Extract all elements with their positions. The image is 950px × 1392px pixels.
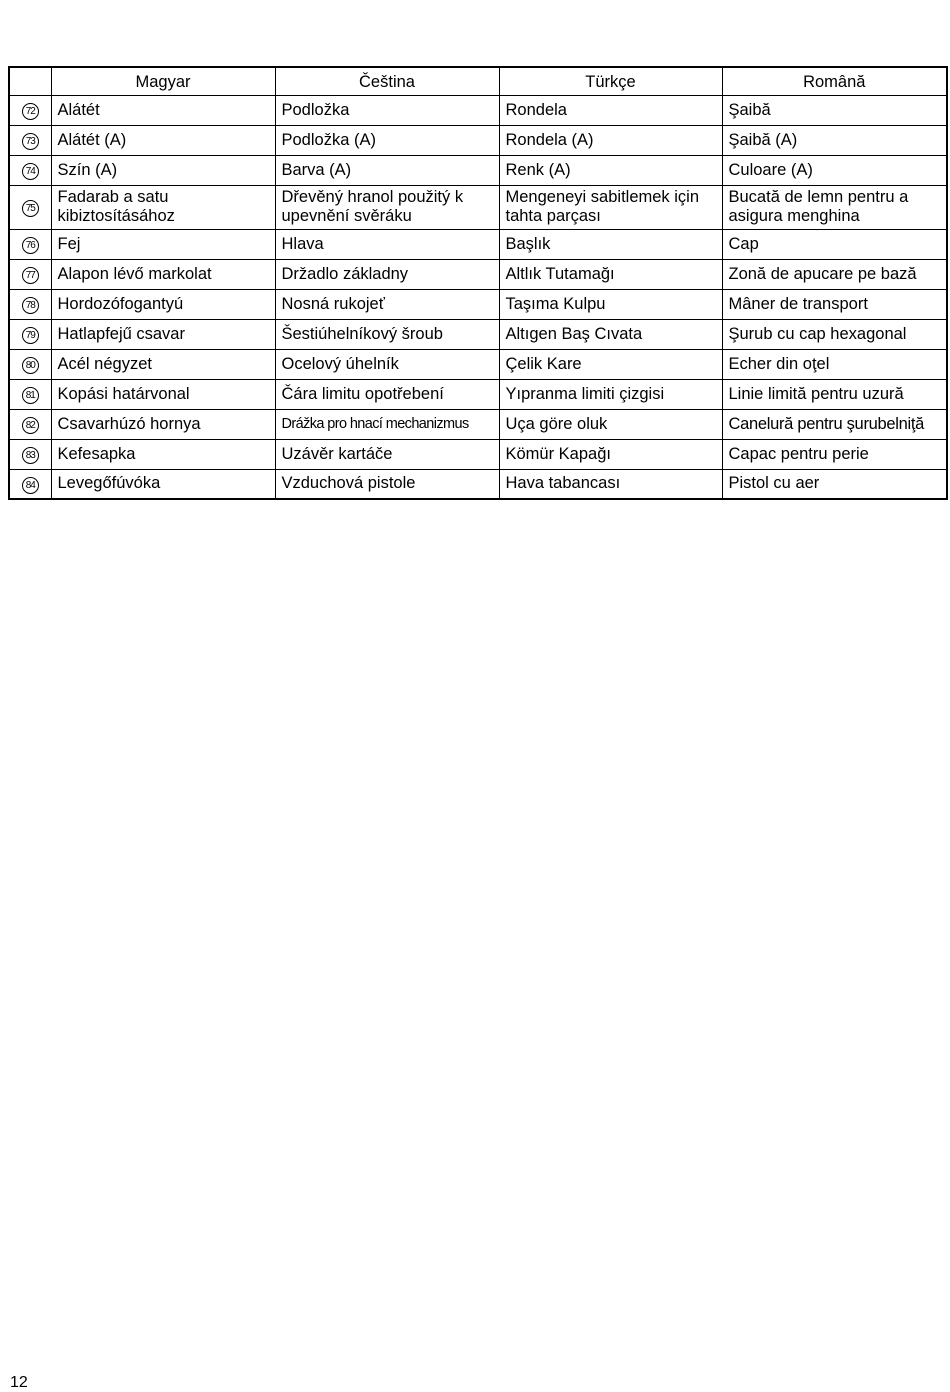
cell-magyar: Fej bbox=[51, 229, 275, 259]
cell-cestina: Hlava bbox=[275, 229, 499, 259]
page-number: 12 bbox=[10, 1374, 28, 1391]
cell-romana: Capac pentru perie bbox=[722, 439, 947, 469]
table-row bbox=[9, 259, 947, 289]
cell-turkce: Renk (A) bbox=[499, 155, 722, 185]
table-row bbox=[9, 125, 947, 155]
header-cestina: Čeština bbox=[275, 67, 499, 95]
cell-turkce: Rondela (A) bbox=[499, 125, 722, 155]
cell-cestina: Nosná rukojeť bbox=[275, 289, 499, 319]
table-row bbox=[9, 289, 947, 319]
cell-romana: Şaibă bbox=[722, 95, 947, 125]
cell-turkce: Taşıma Kulpu bbox=[499, 289, 722, 319]
row-number: 77 bbox=[9, 259, 51, 289]
cell-romana: Şurub cu cap hexagonal bbox=[722, 319, 947, 349]
cell-magyar: Alátét (A) bbox=[51, 125, 275, 155]
row-number: 80 bbox=[9, 349, 51, 379]
cell-magyar: Kefesapka bbox=[51, 439, 275, 469]
cell-cestina: Čára limitu opotřebení bbox=[275, 379, 499, 409]
cell-romana: Echer din oţel bbox=[722, 349, 947, 379]
cell-magyar: Alátét bbox=[51, 95, 275, 125]
cell-magyar: Hatlapfejű csavar bbox=[51, 319, 275, 349]
cell-cestina: Ocelový úhelník bbox=[275, 349, 499, 379]
cell-turkce: Yıpranma limiti çizgisi bbox=[499, 379, 722, 409]
cell-romana: Zonă de apucare pe bază bbox=[722, 259, 947, 289]
cell-cestina: Uzávěr kartáče bbox=[275, 439, 499, 469]
cell-cestina: Dřevěný hranol použitý k upevnění svěráku bbox=[275, 185, 499, 229]
cell-cestina: Vzduchová pistole bbox=[275, 469, 499, 499]
cell-turkce: Çelik Kare bbox=[499, 349, 722, 379]
row-number: 73 bbox=[9, 125, 51, 155]
table-row bbox=[9, 439, 947, 469]
cell-magyar: Fadarab a satu kibiztosításához bbox=[51, 185, 275, 229]
cell-romana: Pistol cu aer bbox=[722, 469, 947, 499]
row-number: 75 bbox=[9, 185, 51, 229]
row-number: 81 bbox=[9, 379, 51, 409]
table-row bbox=[9, 155, 947, 185]
cell-romana: Culoare (A) bbox=[722, 155, 947, 185]
cell-romana: Canelură pentru şurubelniţă bbox=[722, 409, 947, 439]
header-romana: Română bbox=[722, 67, 947, 95]
header-magyar: Magyar bbox=[51, 67, 275, 95]
table-row bbox=[9, 319, 947, 349]
cell-romana: Cap bbox=[722, 229, 947, 259]
cell-magyar: Kopási határvonal bbox=[51, 379, 275, 409]
cell-turkce: Hava tabancası bbox=[499, 469, 722, 499]
row-number: 82 bbox=[9, 409, 51, 439]
table-row bbox=[9, 349, 947, 379]
cell-romana: Bucată de lemn pentru a asigura menghina bbox=[722, 185, 947, 229]
cell-magyar: Alapon lévő markolat bbox=[51, 259, 275, 289]
table-row bbox=[9, 409, 947, 439]
cell-cestina: Drážka pro hnací mechanizmus bbox=[275, 409, 499, 439]
cell-cestina: Podložka (A) bbox=[275, 125, 499, 155]
cell-cestina: Podložka bbox=[275, 95, 499, 125]
cell-cestina: Držadlo základny bbox=[275, 259, 499, 289]
parts-table bbox=[8, 66, 948, 500]
row-number: 83 bbox=[9, 439, 51, 469]
table-row bbox=[9, 379, 947, 409]
cell-magyar: Hordozófogantyú bbox=[51, 289, 275, 319]
cell-turkce: Mengeneyi sabitlemek için tahta parçası bbox=[499, 185, 722, 229]
cell-romana: Şaibă (A) bbox=[722, 125, 947, 155]
cell-turkce: Başlık bbox=[499, 229, 722, 259]
cell-cestina: Šestiúhelníkový šroub bbox=[275, 319, 499, 349]
cell-turkce: Altlık Tutamağı bbox=[499, 259, 722, 289]
cell-turkce: Uça göre oluk bbox=[499, 409, 722, 439]
header-turkce: Türkçe bbox=[499, 67, 722, 95]
table-row bbox=[9, 469, 947, 499]
table-row bbox=[9, 229, 947, 259]
table-row bbox=[9, 95, 947, 125]
row-number: 78 bbox=[9, 289, 51, 319]
row-number: 79 bbox=[9, 319, 51, 349]
table-header-row bbox=[9, 67, 947, 95]
header-number-column bbox=[9, 67, 51, 95]
row-number: 76 bbox=[9, 229, 51, 259]
row-number: 74 bbox=[9, 155, 51, 185]
cell-magyar: Szín (A) bbox=[51, 155, 275, 185]
cell-romana: Linie limită pentru uzură bbox=[722, 379, 947, 409]
cell-magyar: Levegőfúvóka bbox=[51, 469, 275, 499]
cell-magyar: Acél négyzet bbox=[51, 349, 275, 379]
cell-turkce: Kömür Kapağı bbox=[499, 439, 722, 469]
cell-turkce: Rondela bbox=[499, 95, 722, 125]
row-number: 72 bbox=[9, 95, 51, 125]
cell-romana: Mâner de transport bbox=[722, 289, 947, 319]
table-row bbox=[9, 185, 947, 229]
cell-cestina: Barva (A) bbox=[275, 155, 499, 185]
cell-magyar: Csavarhúzó hornya bbox=[51, 409, 275, 439]
row-number: 84 bbox=[9, 469, 51, 499]
cell-turkce: Altıgen Baş Cıvata bbox=[499, 319, 722, 349]
